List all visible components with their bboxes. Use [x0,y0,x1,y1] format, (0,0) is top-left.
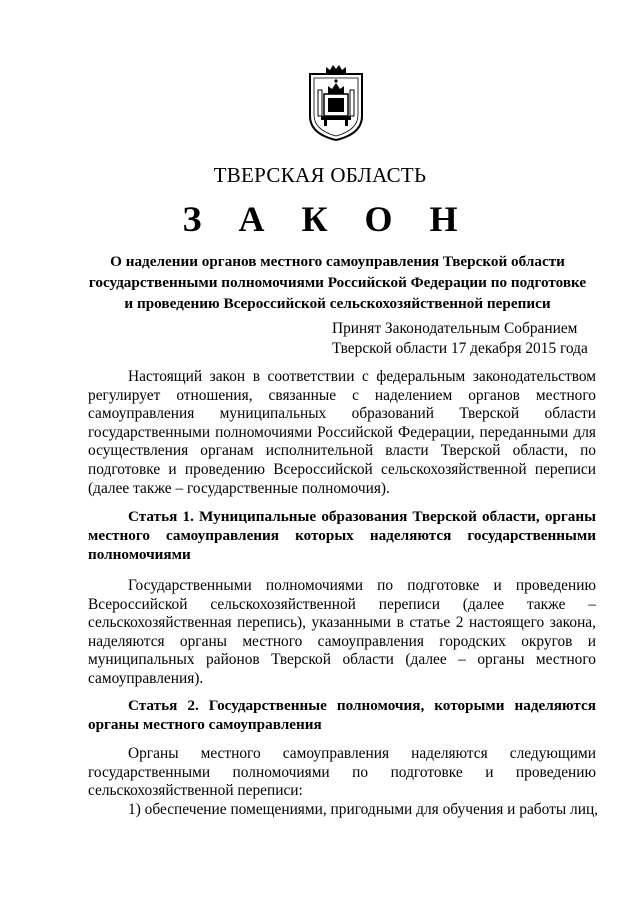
text-line: (далее также – государственные полномочия). [88,479,390,497]
document-title: З А К О Н [182,199,472,239]
text-line: Органы местного самоуправления наделяются следующими [128,745,596,762]
list-item: 1) обеспечение помещениями, пригодными для обучения и работы лиц, [128,800,599,818]
text-line: сельскохозяйственная перепись), указанными в статье 2 настоящего закона, [88,614,596,632]
coat-of-arms-icon [306,64,366,142]
article-2-heading [88,696,596,734]
text-line: осуществления органам исполнительной власти Тверской области, по [88,442,596,460]
article-1-heading [88,507,596,564]
text-line: государственными полномочиями по подготовке и проведению [88,763,596,781]
text-line: самоуправления). [88,669,204,687]
preamble-paragraph [88,368,596,498]
text-line: сельскохозяйственной переписи: [88,782,303,800]
text-line: подготовке и проведению Всероссийской сельскохозяйственной переписи [88,460,596,478]
heading-line: местного самоуправления которых наделяются государственными [88,527,596,544]
heading-line: полномочиями [88,546,191,563]
adoption-note [332,319,588,359]
text-line: наделяются органы местного самоуправления городских округов и [88,632,596,650]
text-line: Настоящий закон в соответствии с федеральным законодательством [128,368,596,385]
law-subject-line: и проведению Всероссийской сельскохозяйственной переписи [124,295,551,312]
adoption-note-line: Принят Законодательным Собранием [332,320,578,337]
article-2-body [88,745,599,819]
text-line: регулирует отношения, связанные с наделением органов местного [88,386,596,404]
law-subject-line: государственными полномочиями Российской Федерации по подготовке [88,274,587,291]
text-line: Государственными полномочиями по подготовке и проведению [128,577,596,594]
heading-line: Статья 2. Государственные полномочия, которыми наделяются [128,697,596,714]
law-subject-line: О наделении органов местного самоуправления Тверской области [110,253,565,270]
heading-line: Статья 1. Муниципальные образования Тверской области, органы [128,508,596,525]
adoption-note-line: Тверской области 17 декабря 2015 года [332,340,588,357]
region-name: ТВЕРСКАЯ ОБЛАСТЬ [213,163,427,187]
text-line: Всероссийской сельскохозяйственной переписи (далее также – [88,595,596,613]
heading-line: органы местного самоуправления [88,716,322,733]
law-subject [70,251,605,314]
text-line: государственными полномочиями Российской Федерации, переданными для [88,423,596,441]
text-line: муниципальных районов Тверской области (далее – органы местного [88,651,596,669]
article-1-body [88,577,596,689]
text-line: самоуправления муниципальных образований Тверской области [88,405,596,423]
